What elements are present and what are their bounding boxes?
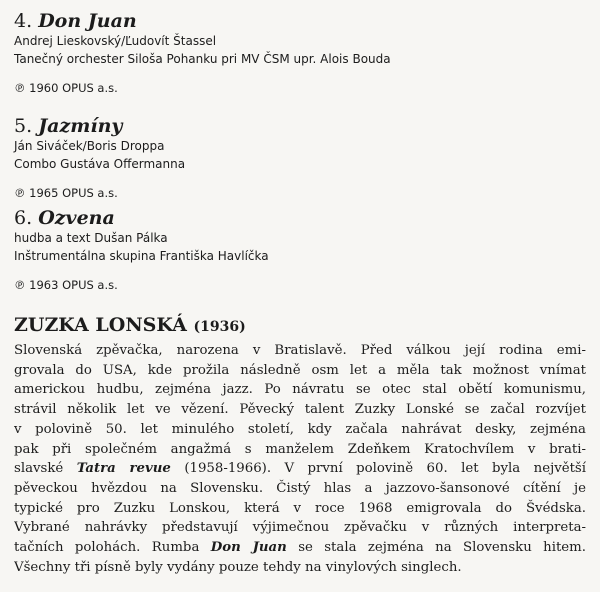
track-copyright: ℗ 1963 OPUS a.s. [14, 278, 118, 292]
track-number: 5. [14, 115, 33, 137]
artist-name: ZUZKA LONSKÁ [14, 314, 187, 336]
track-name: Don Juan [38, 10, 137, 32]
track-authors: Ján Siváček/Boris Droppa [14, 139, 165, 153]
bio-line: typické pro Zuzku Lonskou, která v roce 1968 emigrovala do Švédska. [14, 500, 586, 516]
bio-line: strávil několik let ve vězení. Pěvecký talent Zuzky Lonské se začal rozvíjet [14, 402, 586, 418]
track-title [14, 10, 391, 32]
bio-line: Slovenská zpěvačka, narozena v Bratislavě. Před válkou její rodina emi- [14, 343, 586, 358]
bio-line [14, 538, 586, 558]
artist-bio [14, 314, 586, 577]
bio-line: Vybrané nahrávky představují výjimečnou zpěvačku v různých interpreta- [14, 520, 586, 536]
track-authors: hudba a text Dušan Pálka [14, 231, 168, 245]
bio-text-fragment: slavské [14, 461, 64, 477]
bio-line: grovala do USA, kde prožila následně osm let a měla tak možnost vnímat [14, 362, 586, 378]
bio-paragraph [14, 341, 586, 577]
track-entry [14, 10, 391, 96]
track-authors: Andrej Lieskovský/Ľudovít Štassel [14, 34, 217, 48]
bio-text-fragment: tačních polohách. Rumba [14, 540, 200, 556]
bio-line: pěveckou hvězdou na Slovensku. Čistý hlas a jazzovo-šansonové cítění je [14, 480, 586, 496]
track-name: Jazmíny [38, 115, 123, 137]
track-number: 4. [14, 10, 33, 32]
song-name: Don Juan [210, 540, 287, 556]
track-copyright: ℗ 1960 OPUS a.s. [14, 81, 118, 95]
bio-line: Všechny tři písně byly vydány pouze tehdy na vinylových singlech. [14, 559, 462, 575]
track-performer: Combo Gustáva Offermanna [14, 157, 186, 171]
artist-heading [14, 314, 586, 338]
track-performer: Inštrumentálna skupina Františka Havlíčka [14, 249, 269, 263]
bio-text-fragment: se stala zejména na Slovensku hitem. [298, 540, 586, 556]
track-name: Ozvena [38, 207, 115, 229]
track-copyright: ℗ 1965 OPUS a.s. [14, 186, 118, 200]
artist-years: (1936) [193, 319, 246, 335]
track-performer: Tanečný orchester Siloša Pohanku pri MV ČSM upr. Alois Bouda [14, 52, 391, 66]
track-number: 6. [14, 207, 33, 229]
bio-line: pak při společném angažmá s manželem Zdeňkem Kratochvílem v brati- [14, 441, 586, 457]
bio-line: v polovině 50. let minulého století, kdy začala nahrávat desky, zejména [14, 421, 586, 437]
bio-text-fragment: (1958-1966). V první polovině 60. let byla největší [184, 461, 586, 477]
bio-line [14, 459, 586, 479]
track-title [14, 207, 269, 229]
bio-line: americkou hudbu, zejména jazz. Po návratu se otec stal obětí komunismu, [14, 382, 586, 398]
track-entry [14, 207, 269, 293]
track-title [14, 115, 185, 137]
revue-name: Tatra revue [76, 461, 171, 477]
track-entry [14, 115, 185, 201]
